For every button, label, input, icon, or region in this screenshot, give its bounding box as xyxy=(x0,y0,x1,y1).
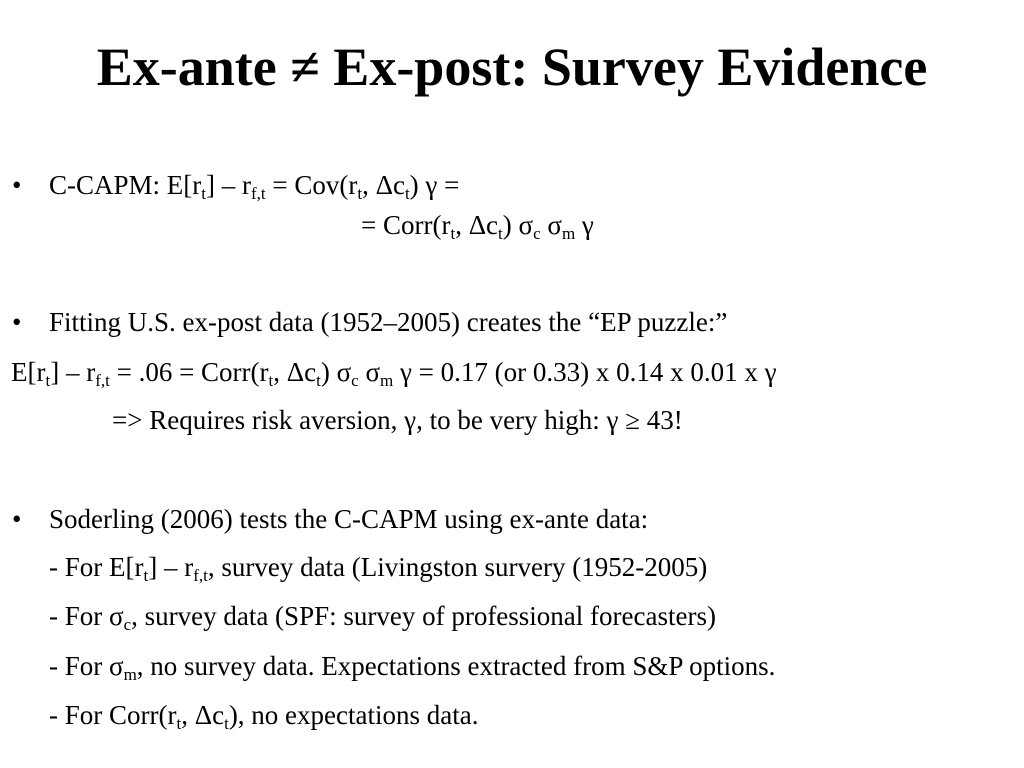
sub-item-expected-return: - For $E[r_t] - r_{f,t}$, survey data (Livingston survery (1952-2005) xyxy=(49,552,708,585)
sub-item-correlation: - For $Corr(r_t$, $\Delta c_t$), no expectations data. xyxy=(49,700,479,733)
risk-aversion-conclusion: => Requires risk aversion, γ, to be very high: γ ≥ 43! xyxy=(112,405,683,435)
ccapm-equation-line-2: = $Corr(r_t$, $\Delta c_t$) $\sigma_c$ $\sigma_m$ γ xyxy=(361,210,594,243)
slide-title: Ex-ante ≠ Ex-post: Survey Evidence xyxy=(96,37,928,97)
soderling-text: Soderling (2006) tests the C-CAPM using ex-ante data: xyxy=(49,504,649,534)
bullet-marker-ccapm: • xyxy=(12,170,22,200)
ep-puzzle-equation: $E[r_t] - r_{f,t} = .06$ = $Corr(r_t$, $\Delta c_t$) $\sigma_c$ $\sigma_m$ γ = 0.17 (or 0.33) x 0.14 x 0.01 x γ xyxy=(11,357,777,390)
fitting-text: Fitting U.S. ex-post data (1952–2005) creates the “EP puzzle:” xyxy=(49,307,728,337)
sub-item-sigma-c: - For $\sigma_c$, survey data (SPF: survey of professional forecasters) xyxy=(49,601,716,634)
ccapm-equation-line-1: C-CAPM: $E[r_t] - r_{f,t} = Cov(r_t$, $\Delta c_t$) γ = xyxy=(49,170,460,203)
bullet-marker-fitting: • xyxy=(12,307,22,337)
sub-item-sigma-m: - For $\sigma_m$, no survey data. Expectations extracted from S&P options. xyxy=(49,651,776,684)
bullet-marker-soderling: • xyxy=(12,504,22,534)
